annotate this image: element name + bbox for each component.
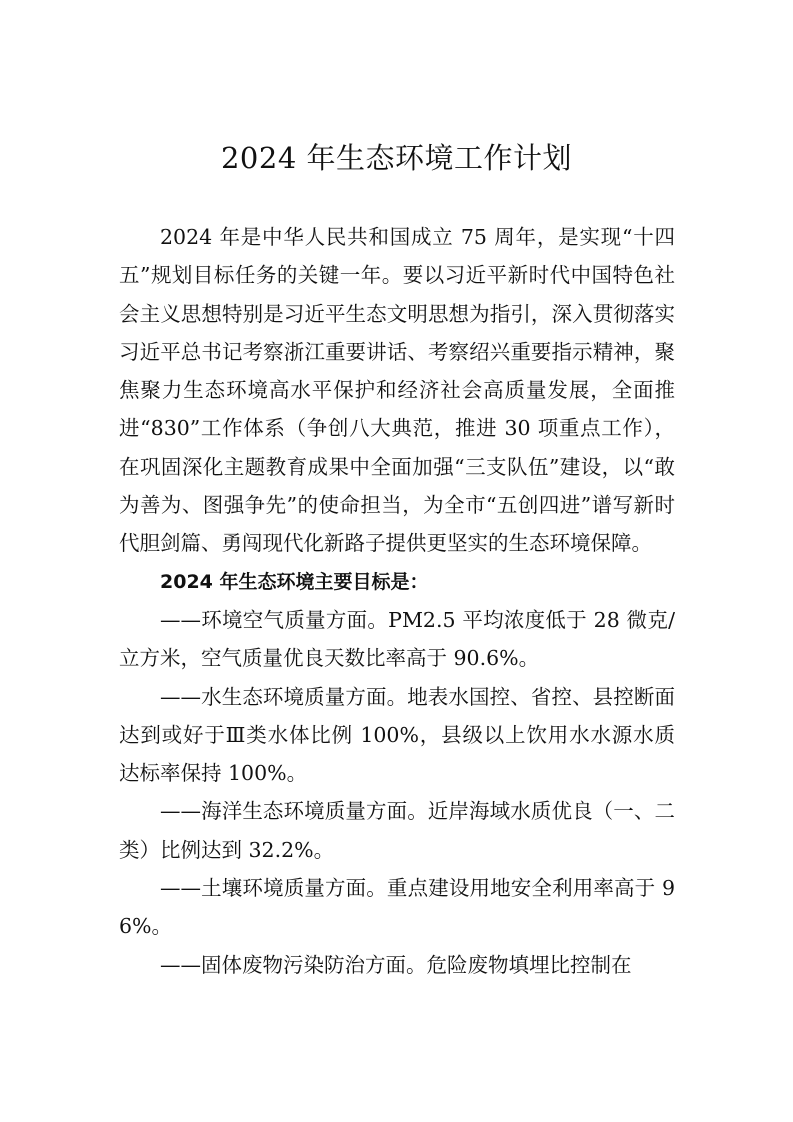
document-body [119,218,675,984]
intro-paragraph: 2024 年是中华人民共和国成立 75 周年，是实现“十四五”规划目标任务的关键一年。要以习近平新时代中国特色社会主义思想特别是习近平生态文明思想为指引，深入贯彻落实习近平总书记考察浙江重要讲话、考察绍兴重要指示精神，聚焦聚力生态环境高水平保护和经济社会高质量发展，全面推进“830”工作体系（争创八大典范，推进 30 项重点工作），在巩固深化主题教育成果中全面加强“三支队伍”建设，以“敢为善为、图强争先”的使命担当，为全市“五创四进”谱写新时代胆剑篇、勇闯现代化新路子提供更坚实的生态环境保障。 [119,225,675,556]
water-quality-target: ——水生态环境质量方面。地表水国控、省控、县控断面达到或好于Ⅲ类水体比例 100%，县级以上饮用水水源水质达标率保持 100%。 [119,684,675,786]
marine-quality-target: ——海洋生态环境质量方面。近岸海域水质优良（一、二类）比例达到 32.2%。 [119,799,675,862]
soil-quality-target: ——土壤环境质量方面。重点建设用地安全利用率高于 96%。 [119,876,675,939]
document-title: 2024 年生态环境工作计划 [220,141,573,175]
targets-heading: 2024 年生态环境主要目标是： [160,570,429,593]
air-quality-target: ——环境空气质量方面。PM2.5 平均浓度低于 28 微克/立方米，空气质量优良天数比率高于 90.6%。 [119,607,675,671]
solid-waste-target: ——固体废物污染防治方面。危险废物填埋比控制在 [160,952,632,977]
